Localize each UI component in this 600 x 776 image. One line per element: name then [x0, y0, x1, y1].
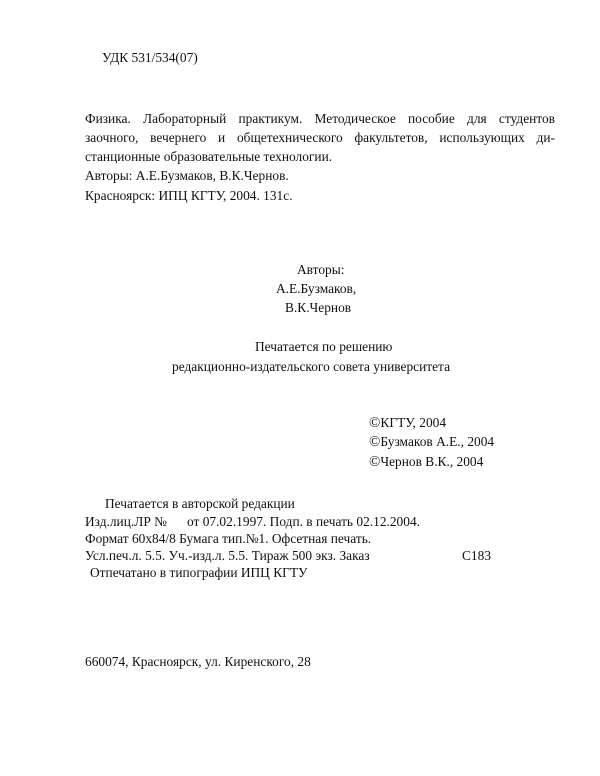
format-line: Формат 60x84/8 Бумага тип.№1. Офсетная печать. [85, 531, 372, 546]
copyright-icon: © [369, 434, 381, 450]
author-name: В.К.Чернов [285, 300, 352, 315]
copyright-text: КГТУ, 2004 [380, 415, 447, 430]
description-line: станционные образовательные технологии. [85, 149, 333, 164]
copyright-icon: © [369, 454, 381, 470]
printed-at-line: Отпечатано в типографии ИПЦ КГТУ [90, 565, 308, 580]
description-publisher: Красноярск: ИПЦ КГТУ, 2004. 131с. [85, 188, 293, 203]
description-authors: Авторы: А.Е.Бузмаков, В.К.Чернов. [85, 168, 289, 183]
description-line: заочного, вечернего и общетехнического факультетов, использующих ди- [85, 130, 555, 145]
approval-line: Печатается по решению [255, 339, 393, 354]
copyright-entry [369, 454, 483, 470]
copyright-text: Чернов В.К., 2004 [380, 454, 484, 469]
authors-heading: Авторы: [297, 262, 345, 277]
author-name: А.Е.Бузмаков, [276, 281, 357, 296]
copyright-entry [369, 415, 446, 431]
editorial-note: Печатается в авторской редакции [105, 496, 295, 511]
order-number: С183 [462, 548, 492, 563]
print-sheets-line: Усл.печ.л. 5.5. Уч.-изд.л. 5.5. Тираж 500 экз. Заказ [85, 548, 370, 563]
udk-code: УДК 531/534(07) [102, 50, 198, 65]
address: 660074, Красноярск, ул. Киренского, 28 [85, 654, 311, 669]
copyright-icon: © [369, 415, 381, 431]
approval-line: редакционно-издательского совета университета [172, 359, 451, 374]
license-line: Изд.лиц.ЛР № от 07.02.1997. Подп. в печать 02.12.2004. [85, 514, 420, 529]
description-line: Физика. Лабораторный практикум. Методическое пособие для студентов [85, 111, 555, 126]
copyright-text: Бузмаков А.Е., 2004 [380, 434, 495, 449]
copyright-entry [369, 434, 494, 450]
